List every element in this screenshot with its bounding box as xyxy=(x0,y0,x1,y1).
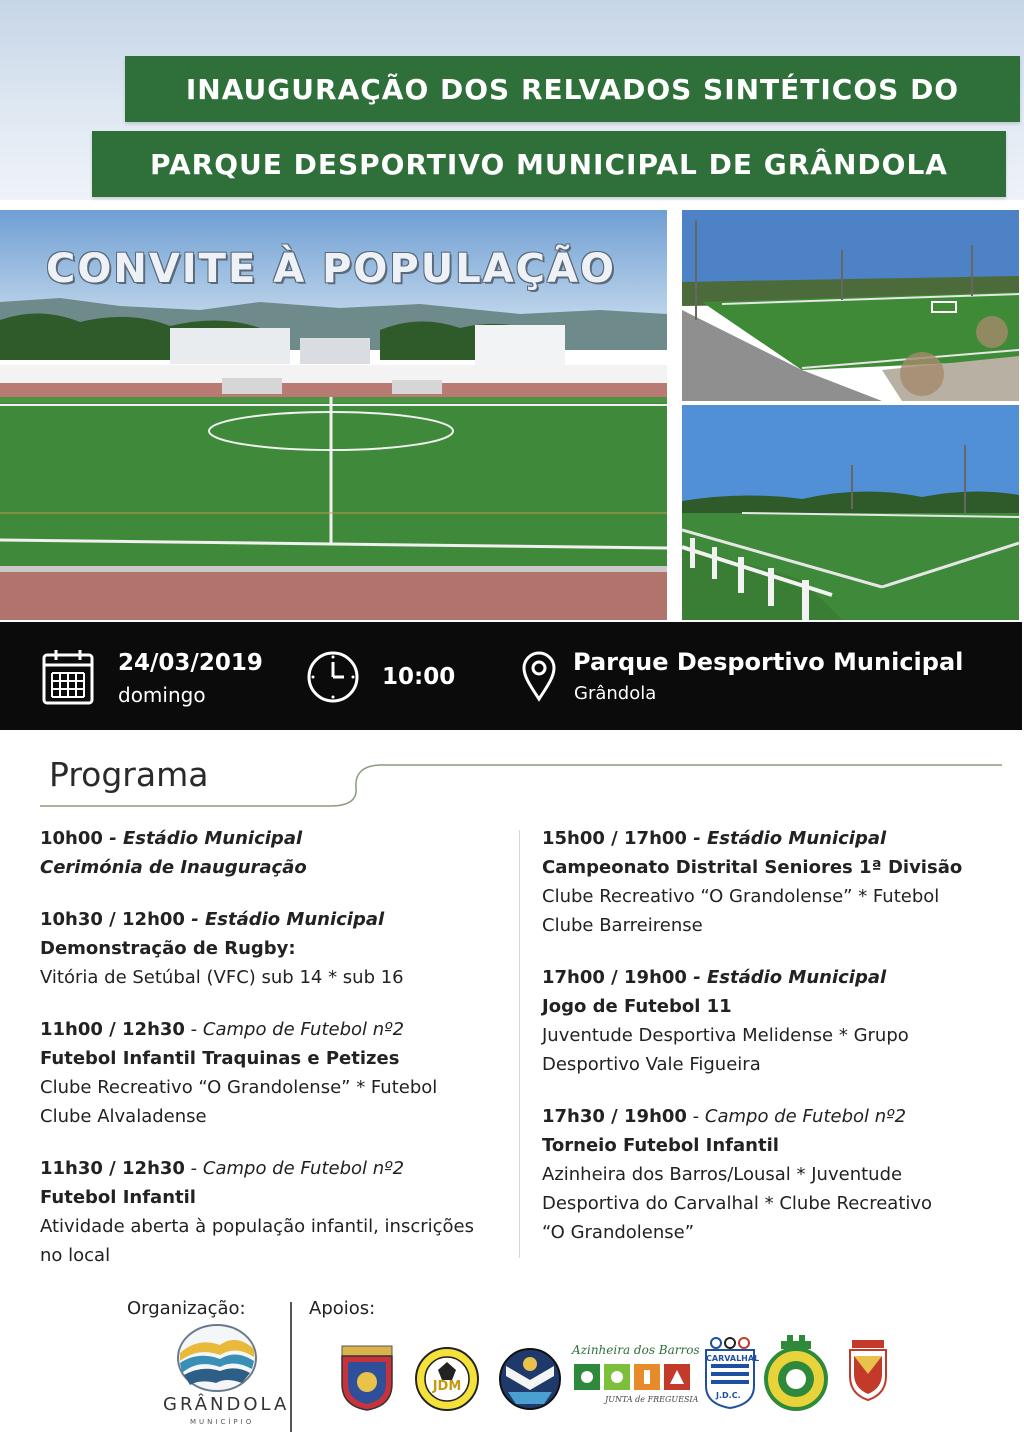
program-item-desc: Azinheira dos Barros/Lousal * Juventude xyxy=(542,1164,903,1185)
calendar-icon xyxy=(42,649,94,705)
title-line-1: INAUGURAÇÃO DOS RELVADOS SINTÉTICOS DO xyxy=(125,56,1020,122)
program-item-desc: Desportivo Vale Figueira xyxy=(542,1054,761,1075)
aerial-field-photo xyxy=(682,210,1019,401)
program-item: 17h00 / 19h00 - Estádio Municipal Jogo de Futebol 11 Juventude Desportiva Melidense * Grupo Desportivo Vale Figueira xyxy=(542,963,1002,1079)
program-item-desc: Vitória de Setúbal (VFC) sub 14 * sub 16 xyxy=(40,967,404,988)
jdm-club-logo xyxy=(414,1346,480,1412)
jdm-logo-text: JDM xyxy=(432,1379,462,1394)
program-item-place: Campo de Futebol nº2 xyxy=(202,1158,405,1179)
freguesia-crest-logo-1 xyxy=(336,1344,398,1412)
program-item-time: 15h00 / 17h00 xyxy=(542,828,687,849)
program-item-place: Estádio Municipal xyxy=(706,828,887,849)
footer-divider xyxy=(290,1302,292,1432)
program-item-place: Campo de Futebol nº2 xyxy=(704,1106,907,1127)
program-item-desc: Juventude Desportiva Melidense * Grupo xyxy=(542,1025,909,1046)
program-item-name: Cerimónia de Inauguração xyxy=(40,857,307,878)
program-item: 10h30 / 12h00 - Estádio Municipal Demonstração de Rugby: Vitória de Setúbal (VFC) sub 14 * sub 16 xyxy=(40,905,510,992)
program-item: 15h00 / 17h00 - Estádio Municipal Campeonato Distrital Seniores 1ª Divisão Clube Recreativo “O Grandolense” * Futebol Clube Barreirense xyxy=(542,824,1002,940)
carvalhal-logo-text: CARVALHAL xyxy=(706,1354,760,1363)
program-column-divider xyxy=(519,830,520,1258)
program-item-place: Estádio Municipal xyxy=(204,909,385,930)
program-item-place: Estádio Municipal xyxy=(122,828,303,849)
title-line-2: PARQUE DESPORTIVO MUNICIPAL DE GRÂNDOLA xyxy=(92,131,1006,197)
program-item-place: Campo de Futebol nº2 xyxy=(202,1019,405,1040)
event-weekday: domingo xyxy=(118,683,206,707)
grandola-logo-word: GRÂNDOLA xyxy=(163,1394,290,1415)
invite-heading: CONVITE À POPULAÇÃO xyxy=(46,246,616,292)
program-item-desc: “O Grandolense” xyxy=(542,1222,695,1243)
azinheira-dos-barros-logo xyxy=(574,1360,690,1394)
red-club-crest-logo xyxy=(846,1338,890,1404)
program-left-column xyxy=(40,824,510,1293)
program-item-desc: Clube Alvaladense xyxy=(40,1106,207,1127)
azinheira-logo-subtitle: JUNTA de FREGUESIA xyxy=(605,1395,699,1404)
grandola-municipality-logo xyxy=(176,1323,258,1393)
program-item-desc: Clube Barreirense xyxy=(542,915,703,936)
carvalhal-logo-initials: J.D.C. xyxy=(716,1391,741,1400)
program-item-time: 17h00 / 19h00 xyxy=(542,967,687,988)
program-item: 10h00 - Estádio Municipal Cerimónia de Inauguração xyxy=(40,824,510,882)
program-item-place: Estádio Municipal xyxy=(706,967,887,988)
program-item-time: 10h00 xyxy=(40,828,103,849)
clock-icon xyxy=(306,650,360,704)
organization-label: Organização: xyxy=(127,1298,246,1319)
program-item-name: Campeonato Distrital Seniores 1ª Divisão xyxy=(542,857,963,878)
program-item-desc: Desportiva do Carvalhal * Clube Recreativo xyxy=(542,1193,933,1214)
event-time: 10:00 xyxy=(382,664,456,690)
program-item-time: 11h00 / 12h30 xyxy=(40,1019,185,1040)
event-venue: Parque Desportivo Municipal xyxy=(573,648,964,676)
event-info-bar xyxy=(0,622,1022,730)
event-town: Grândola xyxy=(574,683,657,704)
program-title: Programa xyxy=(49,755,209,794)
program-item: 11h00 / 12h30 - Campo de Futebol nº2 Futebol Infantil Traquinas e Petizes Clube Recreativo “O Grandolense” * Futebol Clube Alvaladense xyxy=(40,1015,510,1131)
program-item-name: Torneio Futebol Infantil xyxy=(542,1135,779,1156)
program-item: 17h30 / 19h00 - Campo de Futebol nº2 Torneio Futebol Infantil Azinheira dos Barros/Lousal * Juventude Desportiva do Carvalhal * Clube Recreativo “O Grandolense” xyxy=(542,1102,1002,1247)
supports-label: Apoios: xyxy=(309,1298,376,1319)
program-item-name: Jogo de Futebol 11 xyxy=(542,996,732,1017)
location-pin-icon xyxy=(521,650,557,702)
program-item-name: Futebol Infantil xyxy=(40,1187,196,1208)
grandola-logo-subtitle: MUNICÍPIO xyxy=(190,1418,255,1426)
program-item: 11h30 / 12h30 - Campo de Futebol nº2 Futebol Infantil Atividade aberta à população infantil, inscrições no local xyxy=(40,1154,510,1270)
event-date: 24/03/2019 xyxy=(118,650,263,676)
program-item-time: 11h30 / 12h30 xyxy=(40,1158,185,1179)
program-item-desc: Clube Recreativo “O Grandolense” * Futebol xyxy=(542,886,940,907)
program-item-time: 10h30 / 12h00 xyxy=(40,909,185,930)
corner-field-photo xyxy=(682,405,1019,620)
club-crest-logo-3 xyxy=(498,1346,562,1412)
program-item-name: Demonstração de Rugby: xyxy=(40,938,296,959)
program-item-desc: Atividade aberta à população infantil, inscrições xyxy=(40,1216,474,1237)
program-item-name: Futebol Infantil Traquinas e Petizes xyxy=(40,1048,400,1069)
program-item-time: 17h30 / 19h00 xyxy=(542,1106,687,1127)
program-item-desc: no local xyxy=(40,1245,111,1266)
green-club-crest-logo xyxy=(763,1333,829,1413)
program-right-column xyxy=(542,824,1002,1270)
azinheira-logo-title: Azinheira dos Barros xyxy=(572,1343,700,1357)
program-item-desc: Clube Recreativo “O Grandolense” * Futebol xyxy=(40,1077,438,1098)
